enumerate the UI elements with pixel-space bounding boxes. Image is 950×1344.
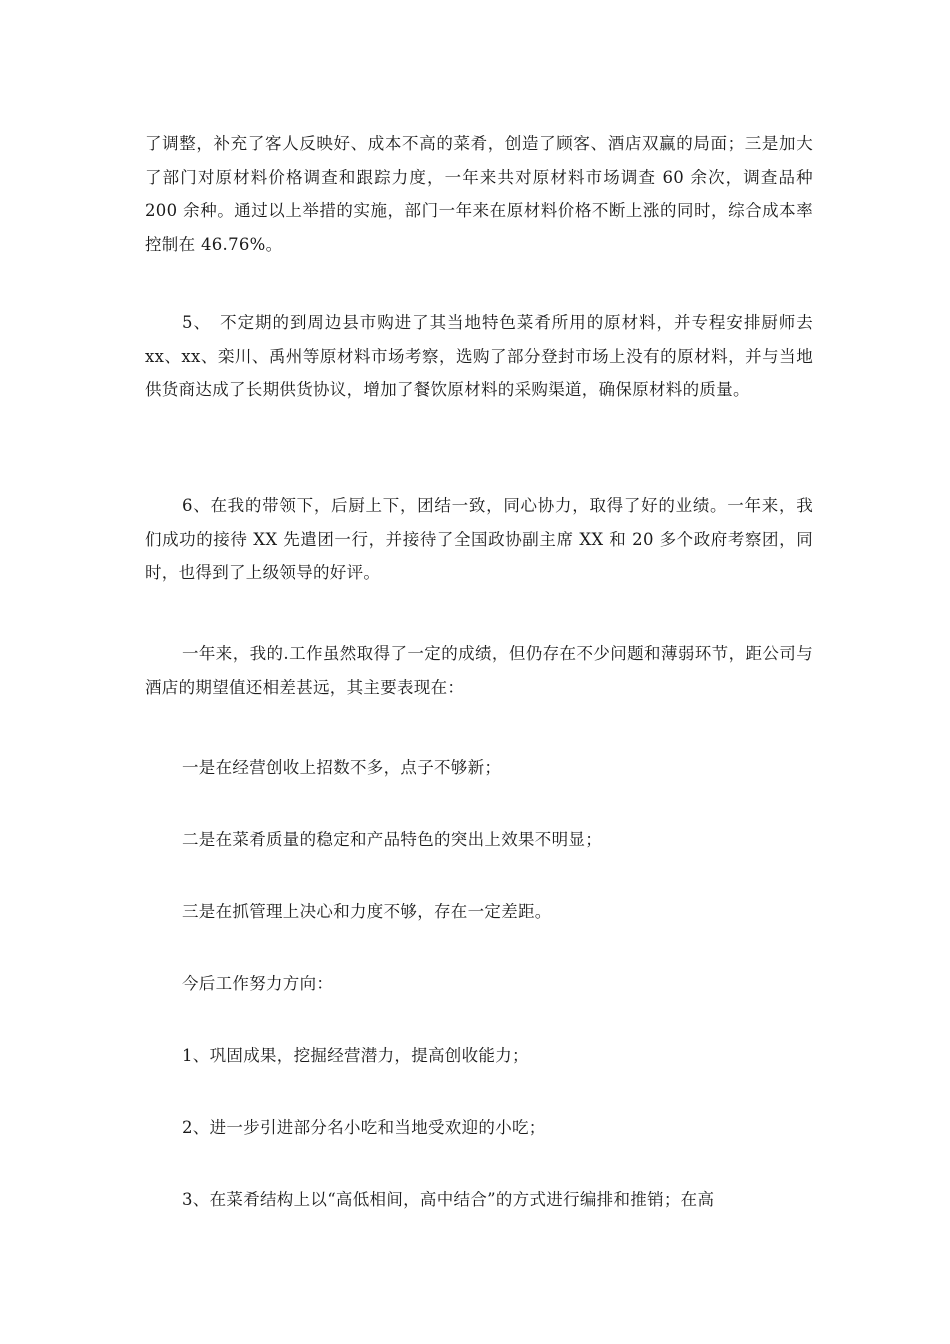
paragraph-item-5-raw-materials: 5、 不定期的到周边县市购进了其当地特色菜肴所用的原材料，并专程安排厨师去 xx、xx、栾川、禹州等原材料市场考察，选购了部分登封市场上没有的原材料，并与当地供货商达成了长期供货协议，增加了餐饮原材料的采购渠道，确保原材料的质量。: [145, 313, 813, 399]
paragraph-item-6-achievements: 6、在我的带领下，后厨上下，团结一致，同心协力，取得了好的业绩。一年来，我们成功的接待 XX 先遣团一行，并接待了全国政协副主席 XX 和 20 多个政府考察团，同时，也得到了上级领导的好评。: [145, 496, 813, 582]
paragraph-future-item-1: 1、巩固成果，挖掘经营潜力，提高创收能力；: [182, 1046, 529, 1065]
paragraph-cost-control: 了调整，补充了客人反映好、成本不高的菜肴，创造了顾客、酒店双赢的局面；三是加大了部门对原材料价格调查和跟踪力度，一年来共对原材料市场调查 60 余次，调查品种 200 余种。通过以上举措的实施，部门一年来在原材料价格不断上涨的同时，综合成本率控制在 46.76%。: [145, 134, 813, 254]
paragraph-future-item-2: 2、进一步引进部分名小吃和当地受欢迎的小吃；: [182, 1118, 546, 1137]
paragraph-shortcoming-2: 二是在菜肴质量的稳定和产品特色的突出上效果不明显；: [182, 830, 602, 849]
paragraph-shortcoming-3: 三是在抓管理上决心和力度不够，存在一定差距。: [182, 902, 552, 921]
paragraph-shortcomings-intro: 一年来，我的.工作虽然取得了一定的成绩，但仍存在不少问题和薄弱环节，距公司与酒店的期望值还相差甚远，其主要表现在：: [145, 644, 813, 697]
paragraph-future-item-3: 3、在菜肴结构上以“高低相间，高中结合”的方式进行编排和推销；在高: [182, 1190, 715, 1209]
paragraph-future-direction-heading: 今后工作努力方向：: [182, 974, 334, 993]
paragraph-shortcoming-1: 一是在经营创收上招数不多，点子不够新；: [182, 758, 502, 777]
